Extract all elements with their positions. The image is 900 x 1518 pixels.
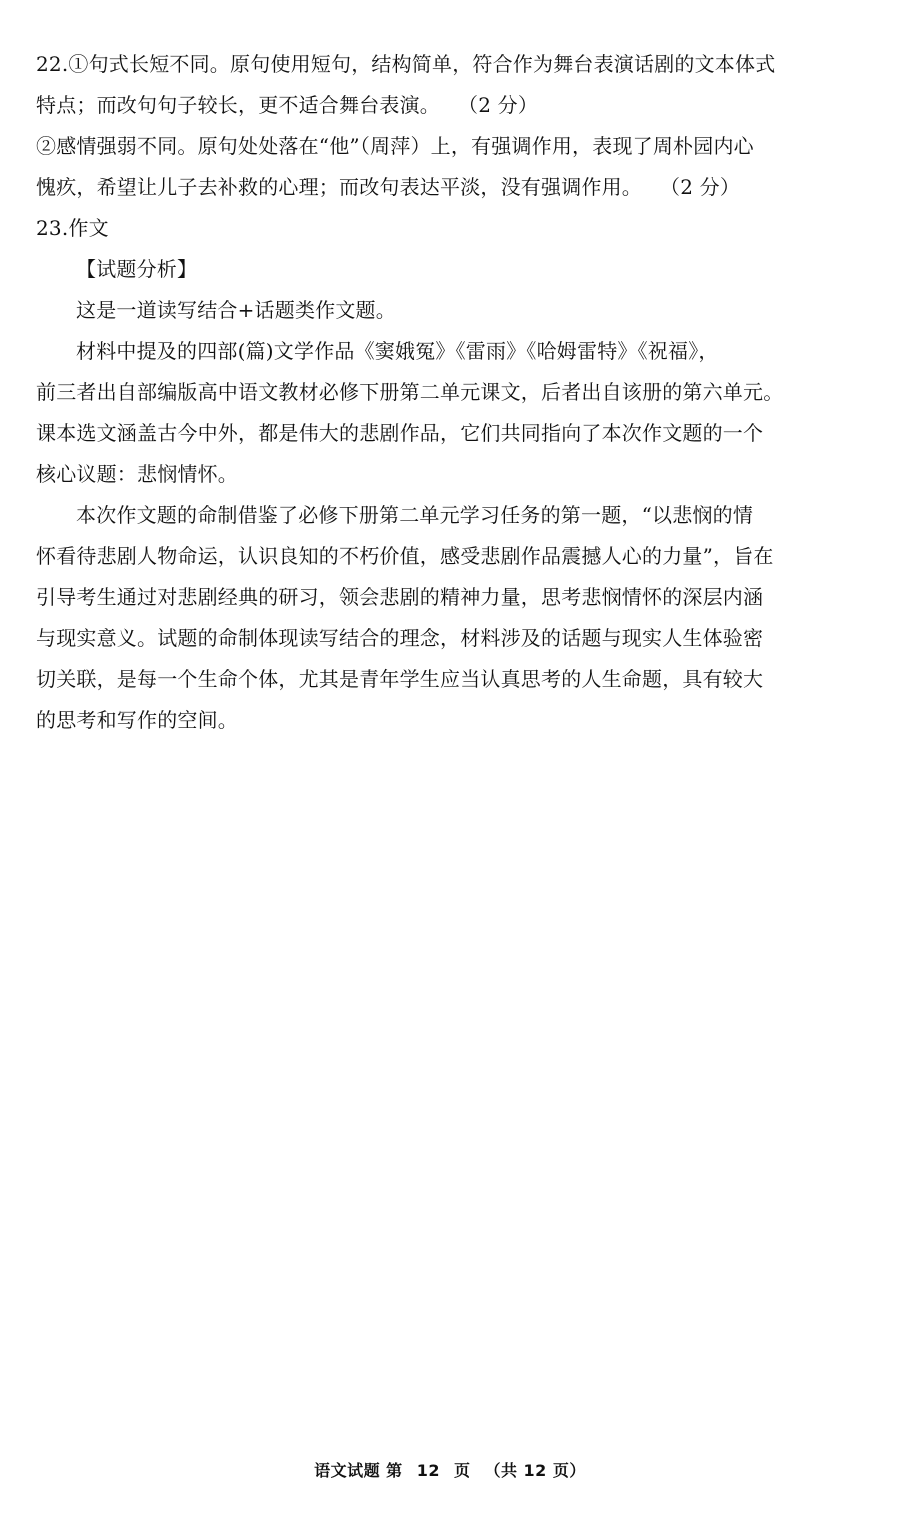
q22-point2-score: （2 分） <box>670 175 741 199</box>
footer-page-word: 页 <box>453 1461 471 1480</box>
para3-line: 怀看待悲剧人物命运，认识良知的不朽价值，感受悲剧作品震撼人心的力量”，旨在 <box>36 544 774 568</box>
q22-point2-line2 <box>36 167 876 208</box>
para2-line: 核心议题：悲悯情怀。 <box>36 462 238 486</box>
para2-line: 前三者出自部编版高中语文教材必修下册第二单元课文，后者出自该册的第六单元。 <box>36 380 784 404</box>
footer-label: 语文试题 第 <box>314 1461 403 1480</box>
footer-total-pages: （共 12 页） <box>484 1461 586 1480</box>
para1: 这是一道读写结合+话题类作文题。 <box>76 298 396 322</box>
footer-page-number: 12 <box>416 1461 440 1480</box>
para3-line: 切关联，是每一个生命个体，尤其是青年学生应当认真思考的人生命题，具有较大 <box>36 667 764 691</box>
q22-point2-line1: ②感情强弱不同。原句处处落在“他”（周萍）上，有强调作用，表现了周朴园内心 <box>36 134 754 158</box>
para2-line: 课本选文涵盖古今中外，都是伟大的悲剧作品，它们共同指向了本次作文题的一个 <box>36 421 764 445</box>
document-body <box>36 44 876 741</box>
q22-point1-score: （2 分） <box>468 93 539 117</box>
page-footer <box>0 1458 900 1481</box>
q22-point1-line2 <box>36 85 876 126</box>
para3-line: 引导考生通过对悲剧经典的研习，领会悲剧的精神力量，思考悲悯情怀的深层内涵 <box>36 585 764 609</box>
analysis-heading: 【试题分析】 <box>76 257 198 281</box>
q23-heading: 23.作文 <box>36 216 109 240</box>
q22-point1-line2-text: 特点；而改句句子较长，更不适合舞台表演。 <box>36 93 440 117</box>
para3-line: 的思考和写作的空间。 <box>36 708 238 732</box>
para2-line: 材料中提及的四部(篇)文学作品《窦娥冤》《雷雨》《哈姆雷特》《祝福》， <box>76 339 719 363</box>
para3-line: 本次作文题的命制借鉴了必修下册第二单元学习任务的第一题，“以悲悯的情 <box>76 503 754 527</box>
q22-point2-line2-text: 愧疚，希望让儿子去补救的心理；而改句表达平淡，没有强调作用。 <box>36 175 642 199</box>
q22-point1-line1: 22.①句式长短不同。原句使用短句，结构简单，符合作为舞台表演话剧的文本体式 <box>36 52 776 76</box>
para3-line: 与现实意义。试题的命制体现读写结合的理念，材料涉及的话题与现实人生体验密 <box>36 626 764 650</box>
